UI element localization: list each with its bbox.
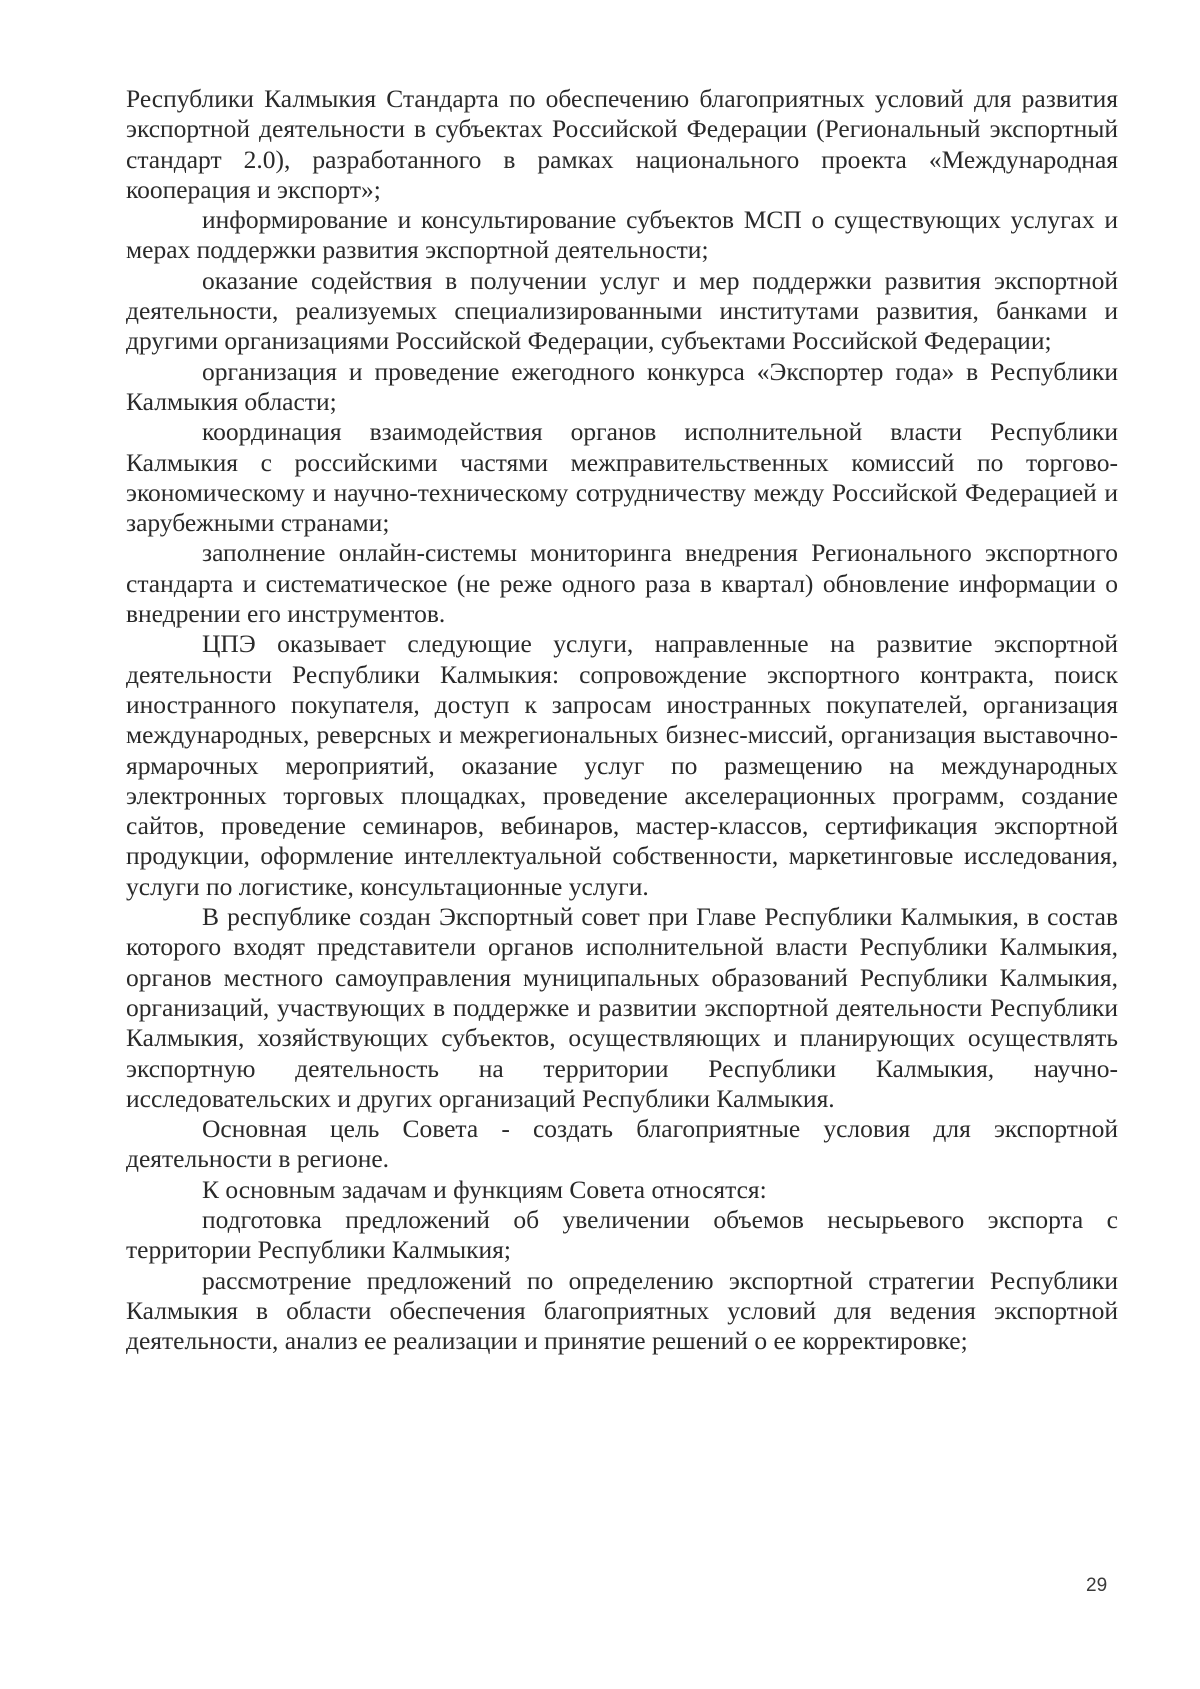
paragraph-monitoring: заполнение онлайн-системы мониторинга внедрения Регионального экспортного стандарта и систематическое (не реже одного раза в квартал) обновление информации о внедрении его инструментов. — [126, 538, 1118, 629]
paragraph-assistance: оказание содействия в получении услуг и мер поддержки развития экспортной деятельности, реализуемых специализированными институтами развития, банками и другими организациями Российской Федерации, субъектами Российской Федерации; — [126, 265, 1118, 356]
paragraph-council-goal: Основная цель Совета - создать благоприятные условия для экспортной деятельности в регионе. — [126, 1114, 1118, 1174]
paragraph-standard-continuation: Республики Калмыкия Стандарта по обеспечению благоприятных условий для развития экспортной деятельности в субъектах Российской Федерации (Региональный экспортный стандарт 2.0), разработанного в рамках национального проекта «Международная кооперация и экспорт»; — [126, 84, 1118, 204]
page-number: 29 — [1086, 1575, 1108, 1596]
paragraph-informing: информирование и консультирование субъектов МСП о существующих услугах и мерах поддержки развития экспортной деятельности; — [126, 205, 1118, 265]
paragraph-strategy-review: рассмотрение предложений по определению экспортной стратегии Республики Калмыкия в области обеспечения благоприятных условий для ведения экспортной деятельности, анализ ее реализации и принятие решений о ее корректировке; — [126, 1265, 1118, 1356]
paragraph-export-council: В республике создан Экспортный совет при Главе Республики Калмыкия, в состав которого входят представители органов исполнительной власти Республики Калмыкия, органов местного самоуправления муниципальных образований Республики Калмыкия, организаций, участвующих в поддержке и развитии экспортной деятельности Республики Калмыкия, хозяйствующих субъектов, осуществляющих и планирующих осуществлять экспортную деятельность на территории Республики Калмыкия, научно-исследовательских и других организаций Республики Калмыкия. — [126, 902, 1118, 1113]
paragraph-proposals-export: подготовка предложений об увеличении объемов несырьевого экспорта с территории Республики Калмыкия; — [126, 1204, 1118, 1265]
paragraph-council-tasks-intro: К основным задачам и функциям Совета относятся: — [202, 1174, 767, 1204]
paragraph-coordination: координация взаимодействия органов исполнительной власти Республики Калмыкия с российскими частями межправительственных комиссий по торгово-экономическому и научно-техническому сотрудничеству между Российской Федерацией и зарубежными странами; — [126, 417, 1118, 538]
document-body — [126, 84, 1118, 1356]
paragraph-exporter-contest: организация и проведение ежегодного конкурса «Экспортер года» в Республики Калмыкия области; — [126, 356, 1118, 416]
paragraph-cpe-services: ЦПЭ оказывает следующие услуги, направленные на развитие экспортной деятельности Республики Калмыкия: сопровождение экспортного контракта, поиск иностранного покупателя, доступ к запросам иностранных покупателей, организация международных, реверсных и межрегиональных бизнес-миссий, организация выставочно-ярмарочных мероприятий, оказание услуг по размещению на международных электронных торговых площадках, проведение акселерационных программ, создание сайтов, проведение семинаров, вебинаров, мастер-классов, сертификация экспортной продукции, оформление интеллектуальной собственности, маркетинговые исследования, услуги по логистике, консультационные услуги. — [126, 629, 1118, 901]
